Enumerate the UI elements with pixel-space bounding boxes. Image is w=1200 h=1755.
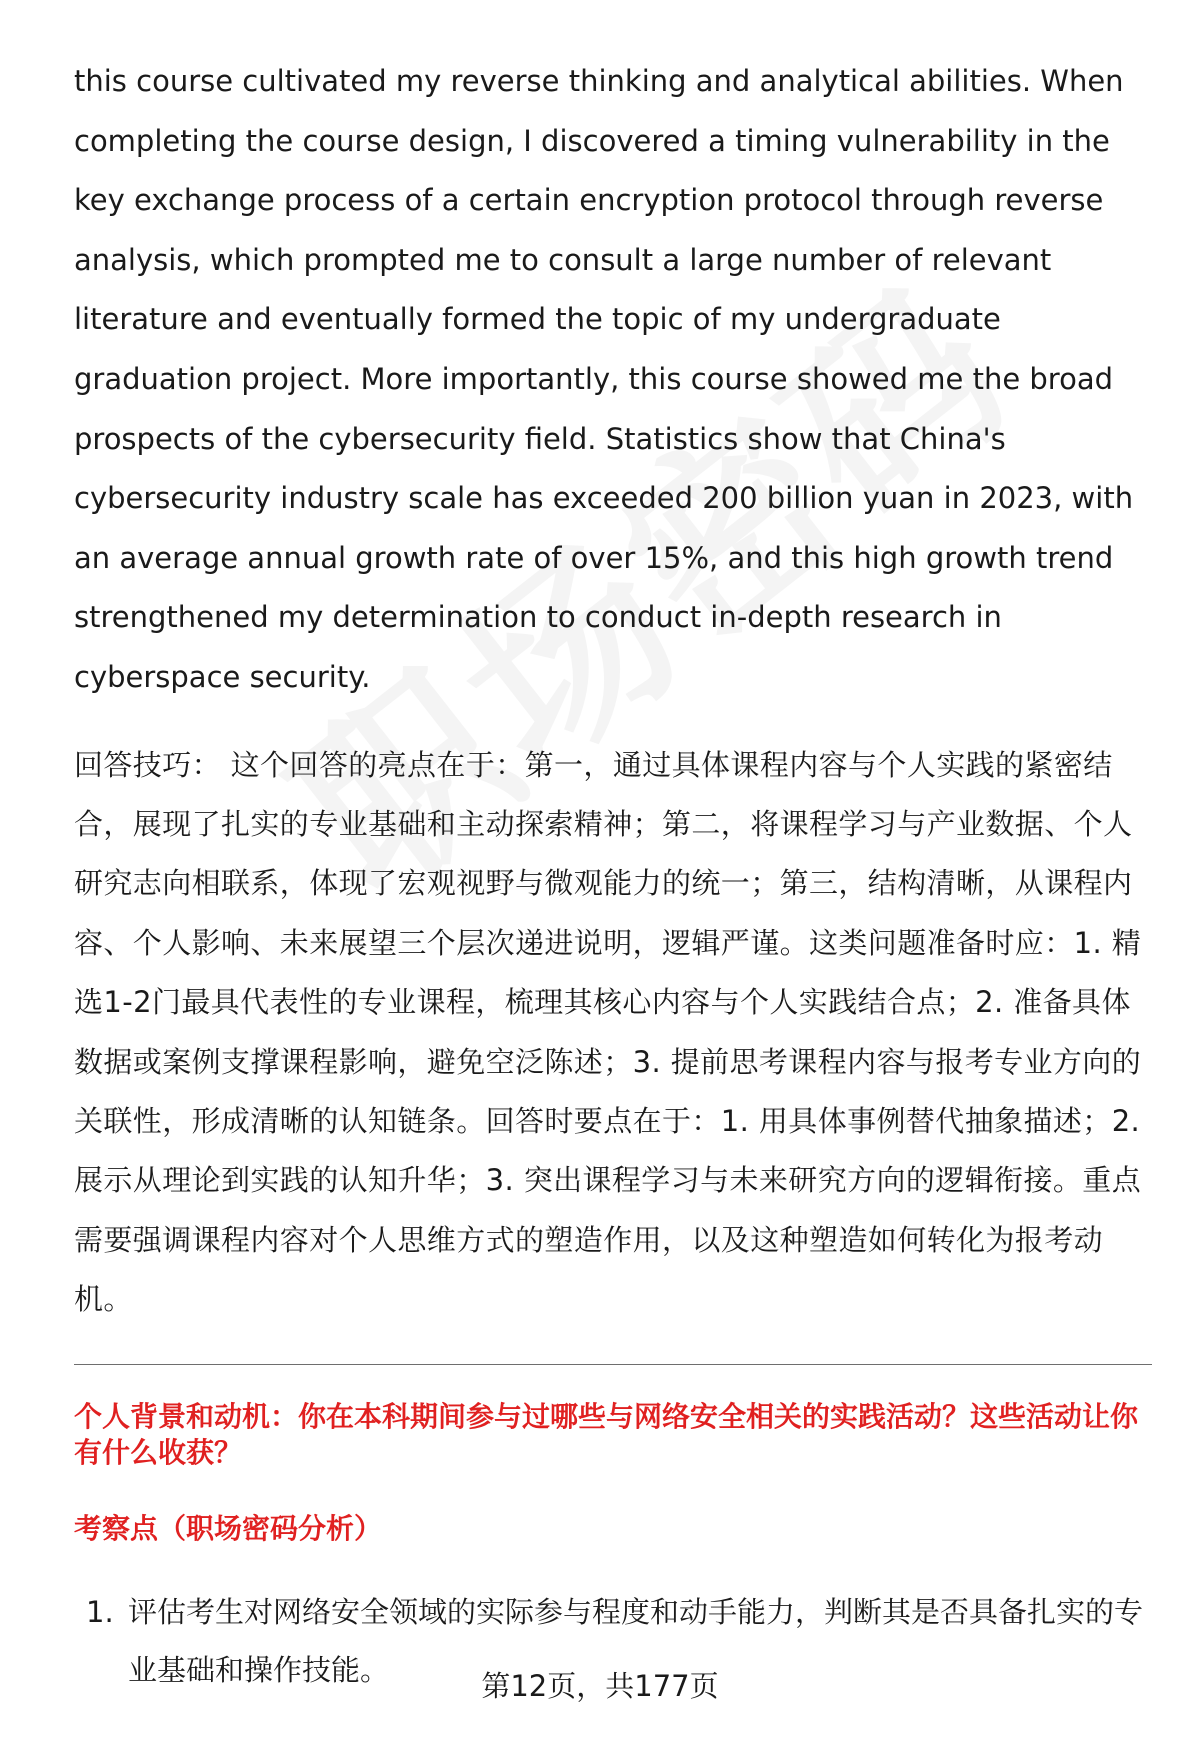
section-divider — [74, 1364, 1152, 1365]
answer-tips-paragraph: 回答技巧： 这个回答的亮点在于：第一，通过具体课程内容与个人实践的紧密结合，展现了扎实的专业基础和主动探索精神；第二，将课程学习与产业数据、个人研究志向相联系，体现了宏观视野与微观能力的统一；第三，结构清晰，从课程内容、个人影响、未来展望三个层次递进说明，逻辑严谨。这类问题准备时应：1. 精选1-2门最具代表性的专业课程，梳理其核心内容与个人实践结合点；2. 准备具体数据或案例支撑课程影响，避免空泛陈述；3. 提前思考课程内容与报考专业方向的关联性，形成清晰的认知链条。回答时要点在于：1. 用具体事例替代抽象描述；2. 展示从理论到实践的认知升华；3. 突出课程学习与未来研究方向的逻辑衔接。重点需要强调课程内容对个人思维方式的塑造作用，以及这种塑造如何转化为报考动机。 — [74, 747, 1142, 1317]
page-content — [74, 52, 1152, 1699]
assessment-title: 考察点（职场密码分析） — [74, 1511, 383, 1545]
page-number: 第12页，共177页 — [481, 1669, 719, 1703]
list-item-number: 1. — [86, 1594, 114, 1629]
question-heading: 个人背景和动机：你在本科期间参与过哪些与网络安全相关的实践活动？这些活动让你有什么收获？ — [74, 1399, 1139, 1469]
list-item-text: 评估考生对网络安全领域的实际参与程度和动手能力，判断其是否具备扎实的专业基础和操作技能。 — [128, 1594, 1144, 1687]
english-answer-paragraph: this course cultivated my reverse thinking and analytical abilities. When completing the course design, I discovered a timing vulnerability in the key exchange process of a certain encryption protocol through reverse analysis, which prompted me to consult a large number of relevant literature and eventually formed the topic of my undergraduate graduation project. More importantly, this course showed me the broad prospects of the cybersecurity field. Statistics show that China's cybersecurity industry scale has exceeded 200 billion yuan in 2023, with an average annual growth rate of over 15%, and this high growth trend strengthened my determination to conduct in-depth research in cyberspace security. — [74, 64, 1134, 694]
